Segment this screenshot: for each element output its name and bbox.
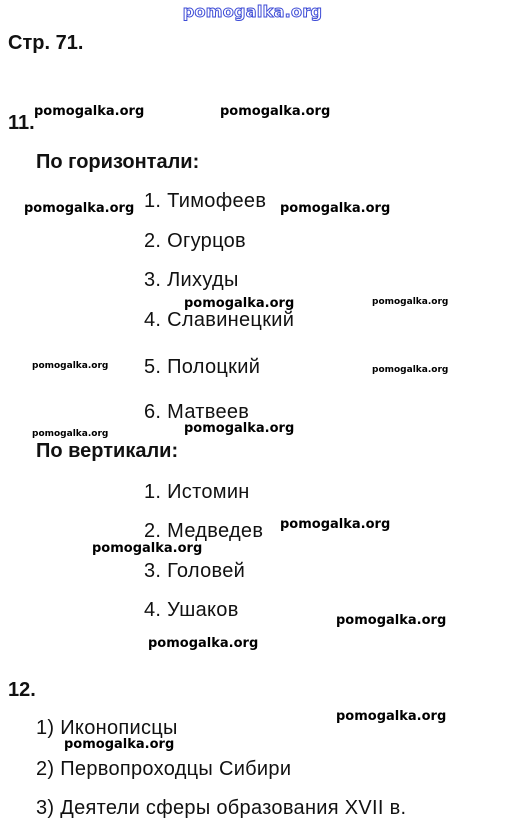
watermark: pomogalka.org: [184, 421, 295, 436]
horizontal-answer-5: 5. Полоцкий: [144, 356, 261, 378]
watermark: pomogalka.org: [220, 104, 331, 119]
task12-answer-1: 1) Иконописцы: [36, 717, 178, 739]
site-header-logo: pomogalka.org: [182, 2, 323, 21]
watermark: pomogalka.org: [32, 429, 109, 439]
watermark: pomogalka.org: [280, 517, 391, 532]
vertical-answer-1: 1. Истомин: [144, 481, 250, 503]
horizontal-answer-3: 3. Лихуды: [144, 269, 239, 291]
watermark: pomogalka.org: [280, 201, 391, 216]
watermark: pomogalka.org: [148, 636, 259, 651]
watermark: pomogalka.org: [372, 365, 449, 375]
vertical-heading: По вертикали:: [36, 440, 179, 462]
task12-answer-2: 2) Первопроходцы Сибири: [36, 758, 292, 780]
task12-answer-3: 3) Деятели сферы образования XVII в.: [36, 797, 407, 819]
watermark: pomogalka.org: [336, 709, 447, 724]
watermark: pomogalka.org: [92, 541, 203, 556]
watermark: pomogalka.org: [372, 297, 449, 307]
horizontal-answer-4: 4. Славинецкий: [144, 309, 295, 331]
watermark: pomogalka.org: [336, 613, 447, 628]
watermark: pomogalka.org: [34, 104, 145, 119]
watermark: pomogalka.org: [32, 361, 109, 371]
vertical-answer-2: 2. Медведев: [144, 520, 264, 542]
horizontal-answer-1: 1. Тимофеев: [144, 190, 267, 212]
vertical-answer-4: 4. Ушаков: [144, 599, 239, 621]
page-title: Стр. 71.: [8, 32, 84, 54]
vertical-answer-3: 3. Головей: [144, 560, 246, 582]
horizontal-heading: По горизонтали:: [36, 151, 200, 173]
horizontal-answer-6: 6. Матвеев: [144, 401, 250, 423]
horizontal-answer-2: 2. Огурцов: [144, 230, 246, 252]
watermark: pomogalka.org: [64, 737, 175, 752]
watermark: pomogalka.org: [24, 201, 135, 216]
task-11-number: 11.: [8, 112, 35, 134]
task-12-number: 12.: [8, 679, 36, 701]
watermark: pomogalka.org: [184, 296, 295, 311]
